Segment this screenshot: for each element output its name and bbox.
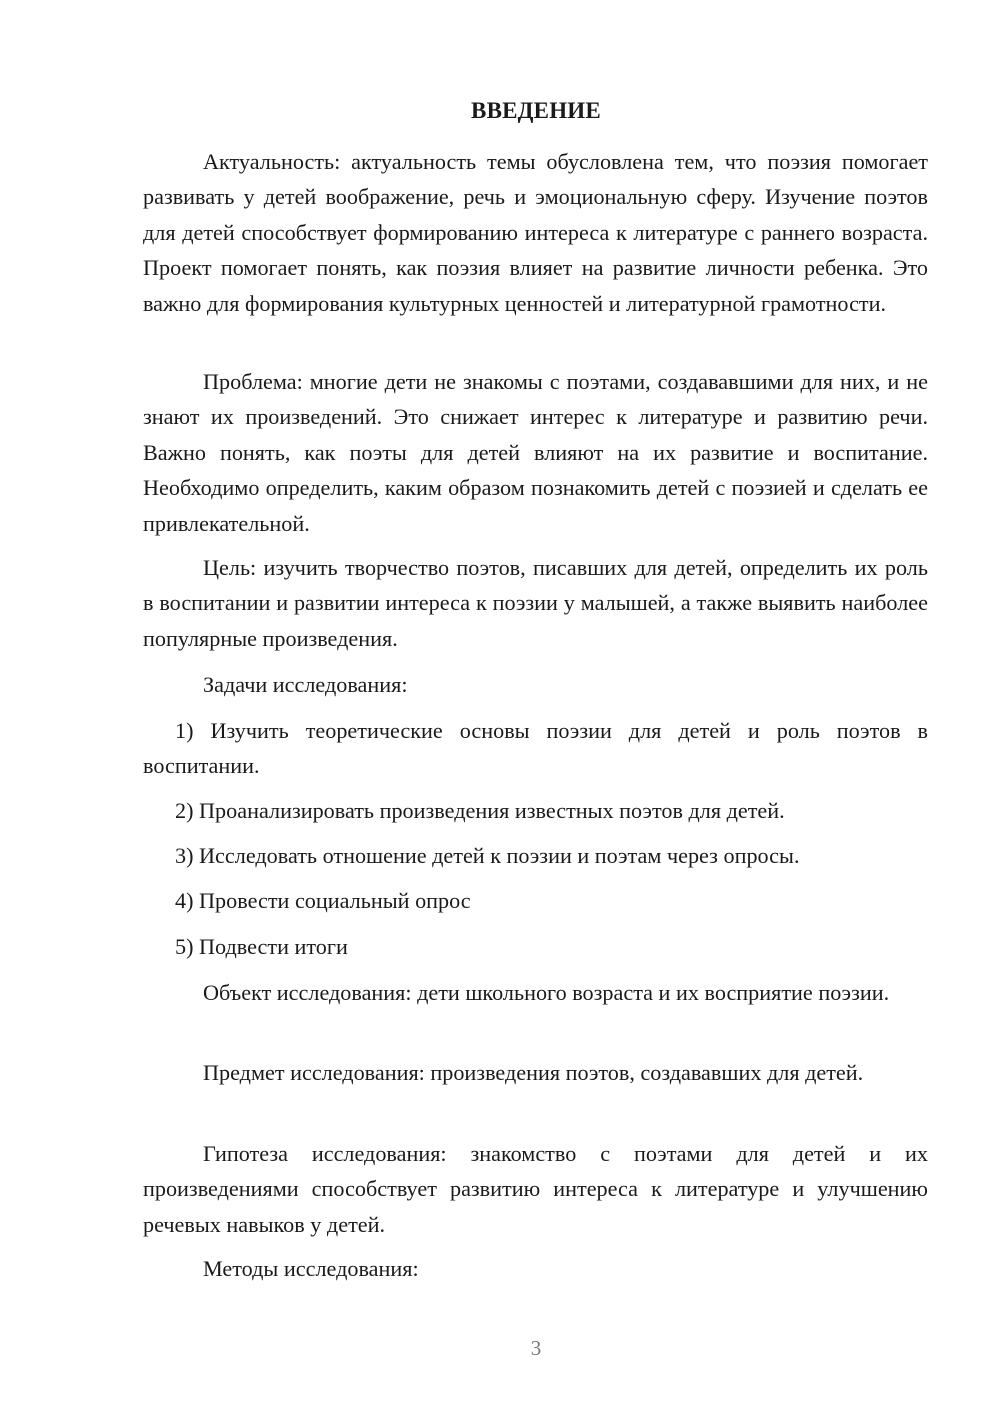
paragraph-relevance: Актуальность: актуальность темы обусловлена тем, что поэзия помогает развивать у детей воображение, речь и эмоциональную сферу. Изучение поэтов для детей способствует формированию интереса к литературе с раннего возраста. Проект помогает понять, как поэзия влияет на развитие личности ребенка. Это важно для формирования культурных ценностей и литературной грамотности.	[143, 149, 928, 316]
task-item-3: 3) Исследовать отношение детей к поэзии и поэтам через опросы.	[175, 843, 800, 868]
task-item-1: 1) Изучить теоретические основы поэзии для детей и роль поэтов в воспитании.	[143, 718, 928, 779]
task-item-5: 5) Подвести итоги	[175, 934, 348, 959]
task-item-2: 2) Проанализировать произведения известных поэтов для детей.	[175, 798, 785, 823]
page-title: ВВЕДЕНИЕ	[471, 98, 601, 123]
paragraph-problem: Проблема: многие дети не знакомы с поэтами, создававшими для них, и не знают их произведений. Это снижает интерес к литературе и развитию речи. Важно понять, как поэты для детей влияют на их развитие и воспитание. Необходимо определить, каким образом познакомить детей с поэзией и сделать ее привлекательной.	[143, 369, 928, 536]
paragraph-subject: Предмет исследования: произведения поэтов, создававших для детей.	[203, 1060, 864, 1085]
paragraph-goal: Цель: изучить творчество поэтов, писавших для детей, определить их роль в воспитании и развитии интереса к поэзии у малышей, а также выявить наиболее популярные произведения.	[143, 555, 928, 651]
paragraph-hypothesis: Гипотеза исследования: знакомство с поэтами для детей и их произведениями способствует развитию интереса к литературе и улучшению речевых навыков у детей.	[143, 1141, 928, 1237]
paragraph-tasks-heading: Задачи исследования:	[203, 672, 408, 697]
paragraph-methods-heading: Методы исследования:	[203, 1256, 419, 1281]
page-number: 3	[530, 1336, 542, 1360]
task-item-4: 4) Провести социальный опрос	[175, 888, 471, 913]
paragraph-object: Объект исследования: дети школьного возраста и их восприятие поэзии.	[203, 980, 890, 1005]
